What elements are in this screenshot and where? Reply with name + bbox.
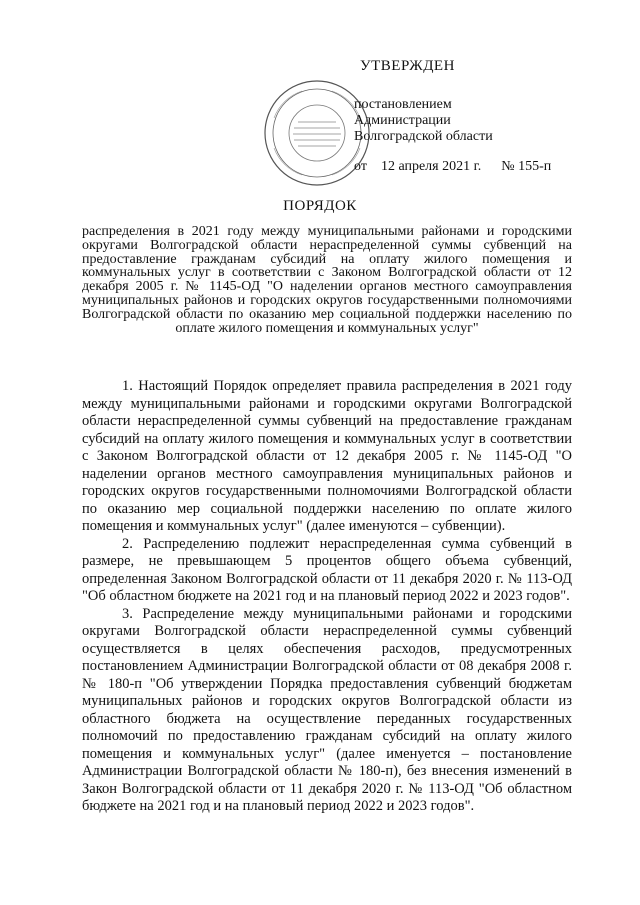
document-title: ПОРЯДОК [283,198,357,214]
approval-date-row [354,159,604,175]
paragraph: 2. Распределению подлежит нераспределенная сумма субвенций в размере, не превышающем 5 процентов общего объема субвенций, определенная Законом Волгоградской области от 11 декабря 2020 г. № 113-ОД "Об областном бюджете на 2021 год и на плановый период 2022 и 2023 годов". [82,535,572,604]
paragraph: 1. Настоящий Порядок определяет правила распределения в 2021 году между муниципальными районами и городскими округами Волгоградской области нераспределенной суммы субвенций на предоставление гражданам субсидий на оплату жилого помещения и коммунальных услуг в соответствии с Законом Волгоградской области от 12 декабря 2005 г. № 1145-ОД "О наделении органов местного самоуправления муниципальных районов и городских округов государственными полномочиями Волгоградской области по оказанию мер социальной поддержки населению по оплате жилого помещения и коммунальных услуг" (далее именуются – субвенции). [82,378,572,534]
approval-line-1: постановлением [354,97,452,112]
approval-heading: УТВЕРЖДЕН [360,58,455,74]
paragraph: 3. Распределение между муниципальными районами и городскими округами Волгоградской области нераспределенной суммы субвенций осуществляется в целях обеспечения расходов, предусмотренных постановлением Администрации Волгоградской области от 08 декабря 2008 г. № 180-п "Об утверждении Порядка предоставления субвенций бюджетам муниципальных районов и городских округов Волгоградской области из областного бюджета на осуществление переданных государственных полномочий по предоставлению гражданам субсидий на оплату жилого помещения и коммунальных услуг" (далее именуется – постановление Администрации Волгоградской области № 180-п), без внесения изменений в Закон Волгоградской области от 11 декабря 2020 г. № 113-ОД "Об областном бюджете на 2021 год и на плановый период 2022 и 2023 годов". [82,605,572,814]
approval-line-3: Волгоградской области [354,129,493,144]
approval-block [354,58,604,175]
document-body [82,378,572,816]
approval-number: № 155-п [501,159,552,174]
document-subtitle: распределения в 2021 году между муниципальными районами и городскими округами Волгоградской области нераспределенной суммы субвенций на предоставление гражданам субсидий на оплату жилого помещения и коммунальных услуг в соответствии с Законом Волгоградской области от 12 декабря 2005 г. № 1145-ОД "О наделении органов местного самоуправления муниципальных районов и городских округов государственными полномочиями Волгоградской области по оказанию мер социальной поддержки населению по оплате жилого помещения и коммунальных услуг" [82,224,572,336]
date-prefix: от [354,159,367,174]
approval-line-2: Администрации [354,113,451,128]
approval-date: 12 апреля 2021 г. [380,159,482,174]
